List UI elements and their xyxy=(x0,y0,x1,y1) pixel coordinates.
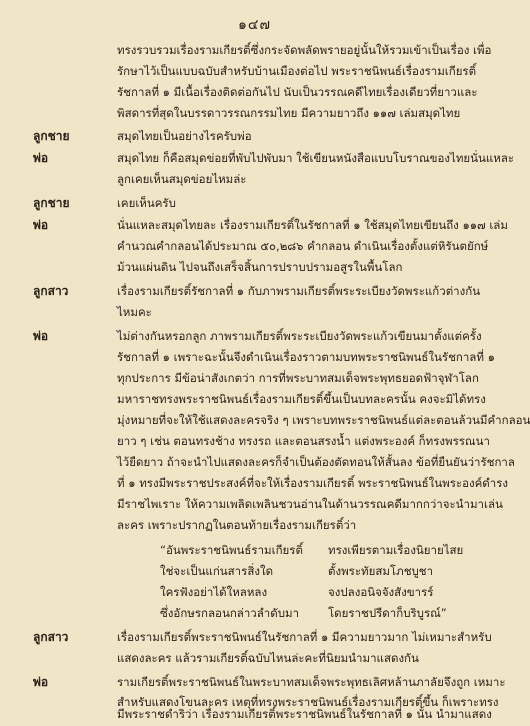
dialogue-line xyxy=(0,148,515,170)
line-text: เคยเห็นครับ xyxy=(117,196,176,210)
dialogue-line xyxy=(0,672,509,694)
page-number: ๑๔๗ xyxy=(237,17,271,33)
dialogue-line xyxy=(0,326,509,348)
line-text: ไหมคะ xyxy=(117,305,152,319)
dialogue-line xyxy=(0,236,509,258)
dialogue-line xyxy=(0,648,509,670)
verse-left: ใช่จะเป็นแก่นสารสิ่งใด xyxy=(160,564,274,578)
line-text: คำนวณคำกลอนได้ประมาณ ๕๐,๒๘๖ คำกลอน ดำเนินเรื่องตั้งแต่หิรันตยักษ์ xyxy=(117,239,489,253)
speaker-label: ลูกสาว xyxy=(33,630,69,644)
verse-right: จงปลงอนิจจังสังขารร์ xyxy=(328,585,434,599)
verse-left: ซึ่งอักษรกลอนกล่าวลำดับมา xyxy=(160,606,300,620)
verse-couplet xyxy=(0,603,509,625)
line-text: มีราชไพเราะ ให้ความเพลิดเพลินชวนอ่านในด้านวรรณคดีมากกว่าจะนำมาเล่น xyxy=(117,497,503,511)
line-text: สมุดไทย ก็คือสมุดข่อยที่พับไปพับมา ใช้เขียนหนังสือแบบโบราณของไทยนั่นแหละ xyxy=(117,151,515,165)
line-text: ที่ ๑ ทรงมีพระราชประสงค์ที่จะให้เรื่องรามเกียรติ์ พระราชนิพนธ์ในพระองค์ดำรง xyxy=(117,476,509,490)
line-text: นั่นแหละสมุดไทยละ เรื่องรามเกียรติ์ในรัชกาลที่ ๑ ใช้สมุดไทยเขียนถึง ๑๑๗ เล่ม xyxy=(117,218,508,232)
dialogue-line xyxy=(0,169,509,191)
dialogue-line xyxy=(0,193,509,215)
line-text: แสดงละคร แล้วรามเกียรติ์ฉบับไหนล่ะคะที่นิยมนำมาแสดงกัน xyxy=(117,651,419,665)
line-text: สมุดไทยเป็นอย่างไรครับพ่อ xyxy=(117,129,252,143)
line-text: ไม่ต่างกันหรอกลูก ภาพรามเกียรติ์พระระเบียงวัดพระแก้วเขียนมาตั้งแต่ครั้ง xyxy=(117,329,482,343)
verse-right: ทรงเพียรตามเรื่องนิยายไสย xyxy=(328,543,464,557)
line-text: มหาราชทรงพระราชนิพนธ์เรื่องรามเกียรติ์ขึ้นเป็นบทละครนั้น คงจะมิได้ทรง xyxy=(117,392,486,406)
dialogue-line xyxy=(0,103,509,125)
dialogue-line xyxy=(0,704,509,726)
line-text: ยาว ๆ เช่น ตอนทรงช้าง ทรงรถ และตอนสรงน้ำ แต่งพระองค์ ก็ทรงพรรณนา xyxy=(117,434,490,448)
line-text: มุ่งหมายที่จะให้ใช้แสดงละครจริง ๆ เพราะบทพระราชนิพนธ์แต่ละตอนล้วนมีคำกลอน xyxy=(117,413,530,427)
dialogue-line xyxy=(0,347,509,369)
dialogue-line xyxy=(0,473,509,495)
line-text: ทรงรวบรวมเรื่องรามเกียรติ์ซึ่งกระจัดพลัดพรายอยู่นั้นให้รวมเข้าเป็นเรื่อง เพื่อ xyxy=(117,43,492,57)
dialogue-line xyxy=(0,257,509,279)
dialogue-line xyxy=(0,410,530,432)
line-text: ทุกประการ มีข้อน่าสังเกตว่า การที่พระบาทสมเด็จพระพุทธยอดฟ้าจุฬาโลก xyxy=(117,371,479,385)
dialogue-line xyxy=(0,126,509,148)
verse-left: ใครฟังอย่าได้ใหลหลง xyxy=(160,585,268,599)
line-text: พิสดารที่สุดในบรรดาวรรณกรรมไทย มีความยาวถึง ๑๑๗ เล่มสมุดไทย xyxy=(117,106,461,120)
dialogue-line xyxy=(0,452,515,474)
dialogue-line xyxy=(0,82,509,104)
line-text: รัชกาลที่ ๑ เพราะฉะนั้นจึงดำเนินเรื่องราวตามบทพระราชนิพนธ์ในรัชกาลที่ ๑ xyxy=(117,350,495,364)
line-text: เรื่องรามเกียรติ์พระราชนิพนธ์ในรัชกาลที่ ๑ มีความยาวมาก ไม่เหมาะสำหรับ xyxy=(117,630,492,644)
speaker-label: ลูกชาย xyxy=(33,129,70,143)
dialogue-line xyxy=(0,627,509,649)
line-text: ไว้ยืดยาว ถ้าจะนำไปแสดงละครก็จำเป็นต้องตัดทอนให้สั้นลง ข้อที่ยืนยันว่ารัชกาล xyxy=(117,455,515,469)
speaker-label: ลูกสาว xyxy=(33,284,69,298)
line-text: รักษาไว้เป็นแบบฉบับสำหรับบ้านเมืองต่อไป พระราชนิพนธ์เรื่องรามเกียรติ์ xyxy=(117,64,477,78)
dialogue-line xyxy=(0,40,509,62)
line-text: มีพระราชดำริว่า เรื่องรามเกียรติ์พระราชนิพนธ์ในรัชกาลที่ ๑ นั้น นำมาแสดง xyxy=(117,707,492,721)
verse-couplet xyxy=(0,561,509,583)
dialogue-line xyxy=(0,61,509,83)
dialogue-line xyxy=(0,281,509,303)
dialogue-line xyxy=(0,302,509,324)
verse-couplet xyxy=(0,540,509,562)
verse-right: โดยราชปรีดาก็บริบูรณ์” xyxy=(328,606,447,620)
dialogue-line xyxy=(0,515,509,537)
line-text: ลูกเคยเห็นสมุดข่อยไหมล่ะ xyxy=(117,172,247,186)
dialogue-line xyxy=(0,431,509,453)
line-text: รามเกียรติ์พระราชนิพนธ์ในพระบาทสมเด็จพระพุทธเลิศหล้านภาลัยจึงถูก เหมาะ xyxy=(117,675,506,689)
line-text: รัชกาลที่ ๑ มีเนื้อเรื่องติดต่อกันไป นับเป็นวรรณคดีไทยเรื่องเดียวที่ยาวและ xyxy=(117,85,478,99)
dialogue-line xyxy=(0,215,509,237)
verse-left: “อันพระราชนิพนธ์รามเกียรติ์ xyxy=(160,543,303,557)
speaker-label: พ่อ xyxy=(33,329,49,343)
speaker-label: ลูกชาย xyxy=(33,196,70,210)
line-text: สำหรับแสดงโขนละคร เหตุที่ทรงพระราชนิพนธ์เรื่องรามเกียรติ์ขึ้น ก็เพราะทรง xyxy=(117,695,499,709)
line-text: ม้วนแผ่นดิน ไปจนถึงเสร็จสิ้นการปราบปรามอสูรในพื้นโลก xyxy=(117,260,403,274)
verse-couplet xyxy=(0,582,509,604)
dialogue-line xyxy=(0,494,509,516)
speaker-label: พ่อ xyxy=(33,675,49,689)
verse-right: ตั้งพระทัยสมโภชบูชา xyxy=(328,564,434,578)
line-text: เรื่องรามเกียรติ์รัชกาลที่ ๑ กับภาพรามเกียรติ์พระระเบียงวัดพระแก้วต่างกัน xyxy=(117,284,481,298)
dialogue-line xyxy=(0,368,509,390)
dialogue-line xyxy=(0,389,509,411)
speaker-label: พ่อ xyxy=(33,218,49,232)
line-text: ละคร เพราะปรากฏในตอนท้ายเรื่องรามเกียรติ์ว่า xyxy=(117,518,357,532)
speaker-label: พ่อ xyxy=(33,151,49,165)
